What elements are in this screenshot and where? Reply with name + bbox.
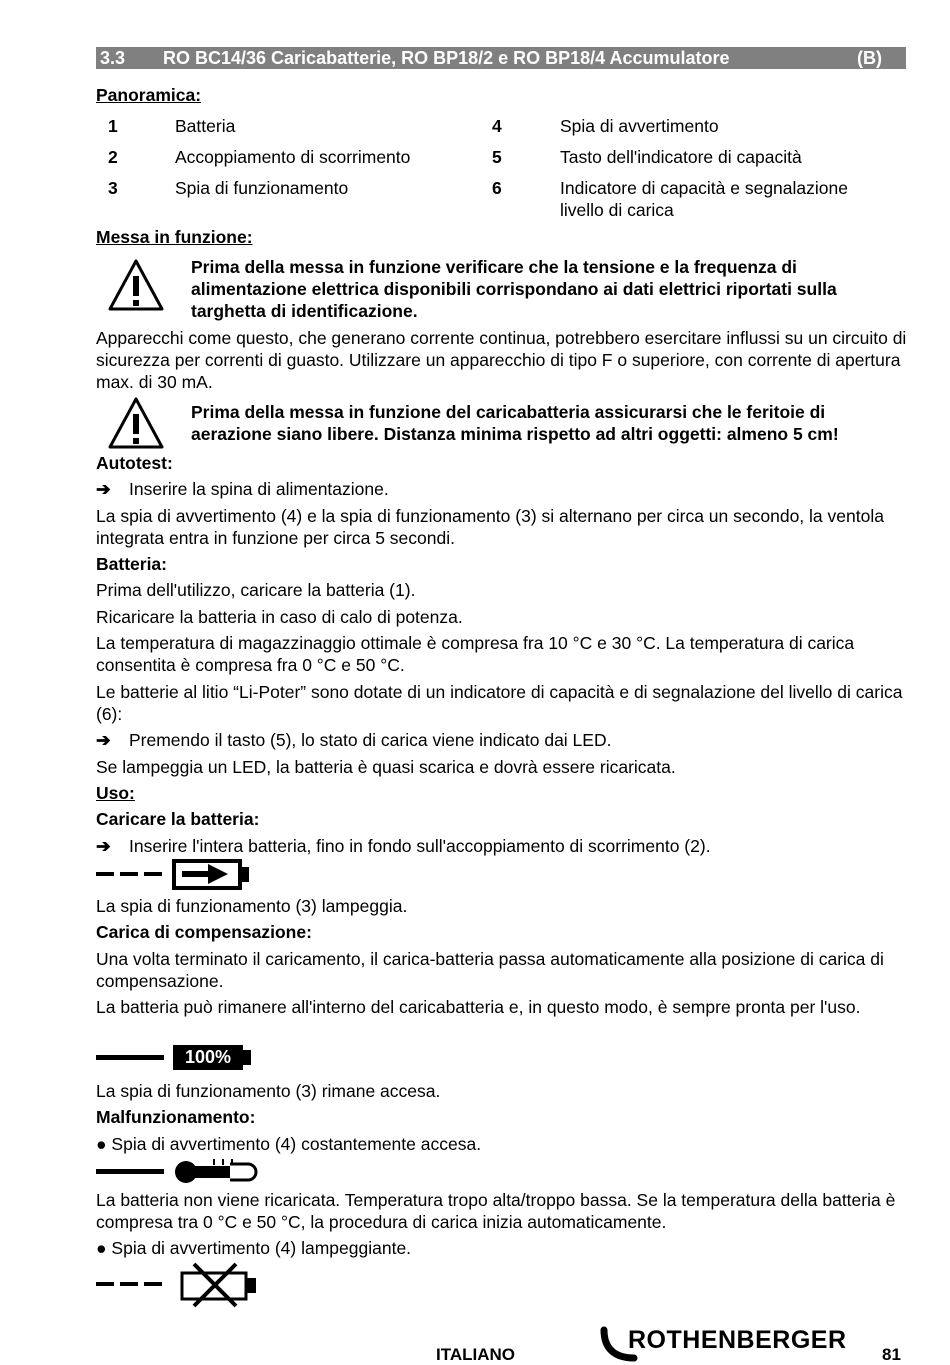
overview-num-2: 2 <box>108 147 118 167</box>
full-battery-icon: 100% <box>173 1045 243 1070</box>
charging-battery-icon <box>96 858 256 892</box>
battery-p3: La temperatura di magazzinaggio ottimale è compresa fra 10 °C e 30 °C. La temperatura di carica consentita è compresa fra 0 °C e 50 °C. <box>96 633 855 675</box>
solid-line <box>96 1055 164 1060</box>
overview-num-5: 5 <box>492 147 502 167</box>
selftest-step: Inserire la spina di alimentazione. <box>129 479 389 499</box>
commissioning-heading: Messa in funzione: <box>96 227 253 247</box>
arrow-icon: ➔ <box>96 730 111 750</box>
charge-step: Inserire l'intera batteria, fino in fondo sull'accoppiamento di scorrimento (2). <box>129 836 711 856</box>
charge-text: La spia di funzionamento (3) lampeggia. <box>96 896 408 916</box>
compensation-p2: La batteria può rimanere all'interno del caricabatteria e, in questo modo, è sempre pronta per l'uso. <box>96 997 861 1017</box>
warning-text-2: Prima della messa in funzione del caricabatteria assicurarsi che le feritoie di aerazione siano libere. Distanza minima rispetto ad altri oggetti: almeno 5 cm! <box>191 402 839 444</box>
battery-step: Premendo il tasto (5), lo stato di carica viene indicato dai LED. <box>129 730 612 750</box>
overview-label-6: Indicatore di capacità e segnalazione livello di carica <box>560 178 848 220</box>
overview-label-2: Accoppiamento di scorrimento <box>175 147 411 167</box>
section-title: RO BC14/36 Caricabatterie, RO BP18/2 e RO BP18/4 Accumulatore <box>163 48 730 68</box>
section-code: (B) <box>857 48 882 68</box>
arrow-icon: ➔ <box>96 836 111 856</box>
overview-num-6: 6 <box>492 178 502 198</box>
commissioning-paragraph: Apparecchi come questo, che generano corrente continua, potrebbero esercitare influssi su un circuito di sicurezza per correnti di guasto. Utilizzare un apparecchio di tipo F o superiore, con corrente di apertura max. di 30 mA. <box>96 328 907 392</box>
fault-item-1: ● Spia di avvertimento (4) costantemente accesa. <box>96 1134 482 1154</box>
battery-p2: Ricaricare la batteria in caso di calo di potenza. <box>96 607 463 627</box>
warning-text-1: Prima della messa in funzione verificare che la tensione e la frequenza di alimentazione elettrica disponibili corrispondano ai dati elettrici riportati sulla targhetta di identificazione. <box>191 257 837 321</box>
overview-label-4: Spia di avvertimento <box>560 116 719 136</box>
overview-heading: Panoramica: <box>96 85 202 105</box>
battery-heading: Batteria: <box>96 554 167 574</box>
brand-logo: ROTHENBERGER <box>628 1326 847 1354</box>
battery-error-icon <box>96 1262 262 1308</box>
battery-p4: Le batterie al litio “Li-Poter” sono dotate di un indicatore di capacità e di segnalazione del livello di carica (6): <box>96 682 903 724</box>
page-number: 81 <box>882 1345 901 1364</box>
arrow-icon: ➔ <box>96 479 111 499</box>
battery-p1: Prima dell'utilizzo, caricare la batteria (1). <box>96 580 416 600</box>
charge-heading: Caricare la batteria: <box>96 809 260 829</box>
warning-icon <box>107 258 165 312</box>
overview-num-4: 4 <box>492 116 502 136</box>
battery-p5: Se lampeggia un LED, la batteria è quasi scarica e dovrà essere ricaricata. <box>96 757 676 777</box>
fault-item-2: ● Spia di avvertimento (4) lampeggiante. <box>96 1238 412 1258</box>
overview-num-3: 3 <box>108 178 118 198</box>
compensation-heading: Carica di compensazione: <box>96 922 312 942</box>
footer-language: ITALIANO <box>436 1345 516 1364</box>
battery-terminal <box>243 1050 251 1065</box>
overview-label-1: Batteria <box>175 116 236 136</box>
thermometer-icon <box>96 1158 262 1184</box>
compensation-p1: Una volta terminato il caricamento, il carica-batteria passa automaticamente alla posizione di carica di compensazione. <box>96 949 884 991</box>
overview-label-5: Tasto dell'indicatore di capacità <box>560 147 802 167</box>
use-heading: Uso: <box>96 783 135 803</box>
selftest-text: La spia di avvertimento (4) e la spia di funzionamento (3) si alternano per circa un secondo, la ventola integrata entra in funzione per circa 5 secondi. <box>96 506 884 548</box>
fault-heading: Malfunzionamento: <box>96 1107 256 1127</box>
section-header <box>96 47 906 69</box>
fault-text-1: La batteria non viene ricaricata. Temperatura tropo alta/troppo bassa. Se la temperatura della batteria è compresa tra 0 °C e 50 °C, la procedura di carica inizia automaticamente. <box>96 1190 896 1232</box>
overview-label-3: Spia di funzionamento <box>175 178 349 198</box>
section-number: 3.3 <box>100 48 126 68</box>
overview-num-1: 1 <box>108 116 118 136</box>
selftest-heading: Autotest: <box>96 453 173 473</box>
warning-icon <box>107 396 165 450</box>
compensation-text: La spia di funzionamento (3) rimane accesa. <box>96 1081 441 1101</box>
